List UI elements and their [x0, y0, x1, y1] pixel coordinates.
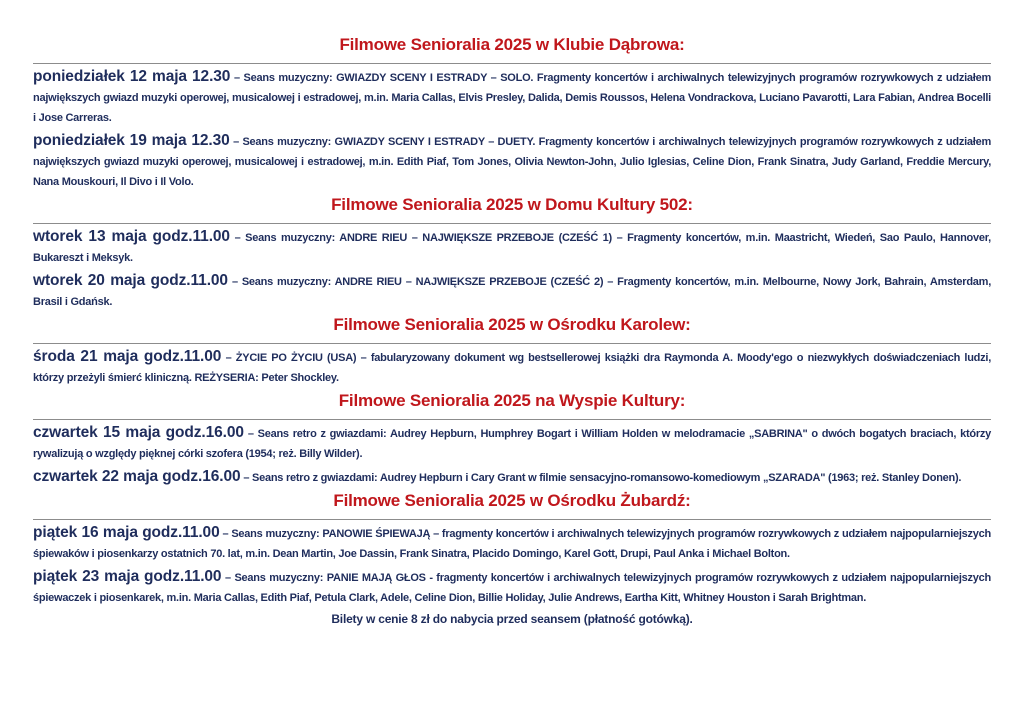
entry-description: – Seans muzyczny: GWIAZDY SCENY I ESTRADY – DUETY. Fragmenty koncertów i archiwalnych telewizyjnych programów rozrywkowych z udziałem największych gwiazd muzyki operowej, musicalowej i estradowej, m.in. Edith Piaf, Tom Jones, Olivia Newton-John, Julio Iglesias, Celine Dion, Frank Sinatra, Judy Garland, Freddie Mercury, Nana Mouskouri, Il Divo i Il Volo. — [33, 136, 991, 188]
schedule-entry — [33, 131, 991, 192]
entry-date: czwartek 22 maja godz.16.00 — [33, 468, 241, 485]
entry-date: wtorek 13 maja godz.11.00 — [33, 228, 230, 245]
schedule-entry — [33, 67, 991, 128]
entry-description: – Seans muzyczny: PANOWIE ŚPIEWAJĄ – fragmenty koncertów i archiwalnych telewizyjnych programów rozrywkowych z udziałem najpopularniejszych śpiewaków i piosenkarzy ostatnich 70. lat, m.in. Dean Martin, Joe Dassin, Frank Sinatra, Placido Domingo, Karel Gott, Drupi, Paul Anka i Michael Bolton. — [33, 528, 991, 560]
section-dom-kultury-502 — [33, 194, 991, 312]
schedule-entry — [33, 227, 991, 268]
entry-date: środa 21 maja godz.11.00 — [33, 348, 222, 365]
entry-description: – Seans muzyczny: ANDRE RIEU – NAJWIĘKSZE PRZEBOJE (CZEŚĆ 1) – Fragmenty koncertów, m.in. Maastricht, Wiedeń, Sao Paulo, Hannover, Bukareszt i Meksyk. — [33, 232, 991, 264]
section-title: Filmowe Senioralia 2025 w Klubie Dąbrowa: — [33, 34, 991, 64]
entry-date: poniedziałek 19 maja 12.30 — [33, 132, 230, 149]
section-karolew — [33, 314, 991, 388]
entry-description: – Seans muzyczny: PANIE MAJĄ GŁOS - fragmenty koncertów i archiwalnych telewizyjnych programów rozrywkowych z udziałem najpopularniejszych śpiewaczek i piosenkarek, m.in. Maria Callas, Edith Piaf, Petula Clark, Adele, Celine Dion, Billie Holiday, Julie Andrews, Eartha Kitt, Whitney Houston i Sarah Brightman. — [33, 572, 991, 604]
section-wyspa-kultury — [33, 390, 991, 488]
entry-date: czwartek 15 maja godz.16.00 — [33, 424, 244, 441]
entry-description: – ŻYCIE PO ŻYCIU (USA) – fabularyzowany dokument wg bestsellerowej książki dra Raymonda A. Moody'ego o niezwykłych doświadczeniach ludzi, którzy przeżyli śmierć kliniczną. REŻYSERIA: Peter Shockley. — [33, 352, 991, 384]
section-title: Filmowe Senioralia 2025 w Domu Kultury 502: — [33, 194, 991, 224]
entry-date: piątek 23 maja godz.11.00 — [33, 568, 222, 585]
entry-description: – Seans retro z gwiazdami: Audrey Hepburn, Humphrey Bogart i William Holden w melodramacie „SABRINA" o dwóch bogatych braciach, którzy rywalizują o względy pięknej córki szofera (1954; reż. Billy Wilder). — [33, 428, 991, 460]
entry-date: poniedziałek 12 maja 12.30 — [33, 68, 231, 85]
entry-date: piątek 16 maja godz.11.00 — [33, 524, 220, 541]
schedule-entry — [33, 467, 991, 488]
entry-date: wtorek 20 maja godz.11.00 — [33, 272, 228, 289]
schedule-entry — [33, 347, 991, 388]
section-zubardz — [33, 490, 991, 608]
section-title: Filmowe Senioralia 2025 w Ośrodku Żubardź: — [33, 490, 991, 520]
document-page — [33, 34, 991, 626]
schedule-entry — [33, 523, 991, 564]
section-title: Filmowe Senioralia 2025 w Ośrodku Karolew: — [33, 314, 991, 344]
entry-description: – Seans muzyczny: GWIAZDY SCENY I ESTRADY – SOLO. Fragmenty koncertów i archiwalnych telewizyjnych programów rozrywkowych z udziałem największych gwiazd muzyki operowej, musicalowej i estradowej, m.in. Maria Callas, Elvis Presley, Dalida, Demis Roussos, Helena Vondrackova, Luciano Pavarotti, Lara Fabian, Andrea Bocelli i Jose Carreras. — [33, 72, 991, 124]
entry-description: – Seans muzyczny: ANDRE RIEU – NAJWIĘKSZE PRZEBOJE (CZEŚĆ 2) – Fragmenty koncertów, m.in. Melbourne, Nowy Jork, Bahrain, Amsterdam, Brasil i Gdańsk. — [33, 276, 991, 308]
ticket-info: Bilety w cenie 8 zł do nabycia przed seansem (płatność gotówką). — [331, 612, 693, 626]
schedule-entry — [33, 567, 991, 608]
schedule-entry — [33, 271, 991, 312]
section-title: Filmowe Senioralia 2025 na Wyspie Kultury: — [33, 390, 991, 420]
section-dabrowa — [33, 34, 991, 192]
entry-description: – Seans retro z gwiazdami: Audrey Hepburn i Cary Grant w filmie sensacyjno-romansowo-komediowym „SZARADA" (1963; reż. Stanley Donen). — [240, 472, 962, 484]
schedule-entry — [33, 423, 991, 464]
